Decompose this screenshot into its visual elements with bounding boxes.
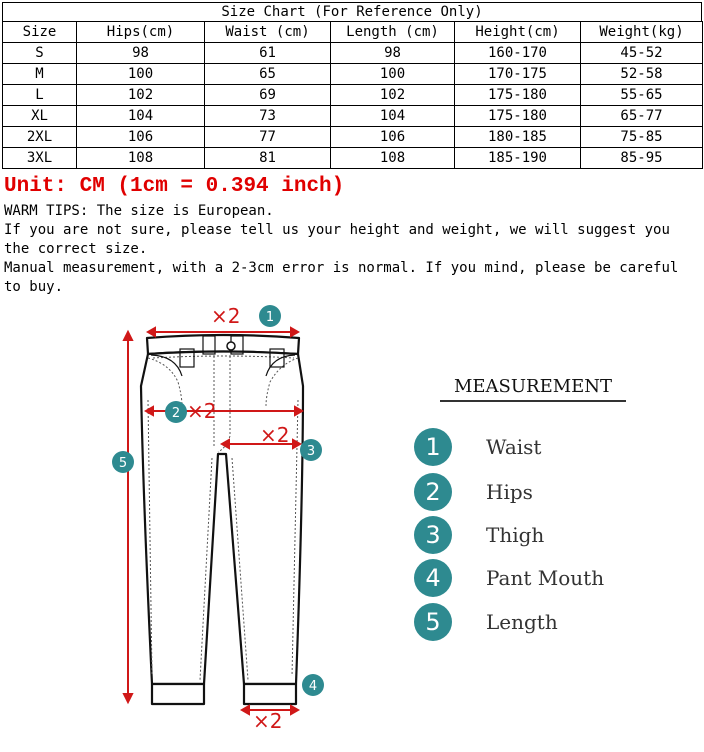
cell-size: 3XL xyxy=(3,148,77,169)
cell-height: 180-185 xyxy=(455,127,581,148)
cell-waist: 81 xyxy=(205,148,331,169)
size-chart-table xyxy=(2,21,703,169)
left-cuff xyxy=(152,684,204,704)
badge-3-icon: 3 xyxy=(414,516,452,554)
cell-height: 175-180 xyxy=(455,106,581,127)
waist-mark: ×2 xyxy=(211,304,241,328)
table-row xyxy=(3,43,703,64)
cell-length: 98 xyxy=(331,43,455,64)
cell-weight: 85-95 xyxy=(581,148,703,169)
cell-hips: 108 xyxy=(77,148,205,169)
cell-length: 108 xyxy=(331,148,455,169)
cell-size: L xyxy=(3,85,77,106)
pants-body xyxy=(141,352,303,685)
unit-note: Unit: CM (1cm = 0.394 inch) xyxy=(4,175,345,198)
cell-weight: 52-58 xyxy=(581,64,703,85)
measurement-label: Waist xyxy=(486,435,542,459)
cell-height: 170-175 xyxy=(455,64,581,85)
right-cuff xyxy=(244,684,296,704)
cell-hips: 104 xyxy=(77,106,205,127)
cell-waist: 65 xyxy=(205,64,331,85)
cell-height: 160-170 xyxy=(455,43,581,64)
measurement-item-thigh xyxy=(414,515,544,555)
tip-line: Manual measurement, with a 2-3cm error is normal. If you mind, please be careful to buy. xyxy=(4,260,679,295)
header-height: Height(cm) xyxy=(455,22,581,43)
cell-size: 2XL xyxy=(3,127,77,148)
mouth-mark: ×2 xyxy=(253,709,283,733)
measurement-item-pant-mouth xyxy=(414,558,604,598)
cell-hips: 100 xyxy=(77,64,205,85)
table-row xyxy=(3,106,703,127)
cell-length: 104 xyxy=(331,106,455,127)
cell-length: 100 xyxy=(331,64,455,85)
size-chart-title: Size Chart (For Reference Only) xyxy=(2,2,702,21)
cell-weight: 55-65 xyxy=(581,85,703,106)
badge-1-icon: 1 xyxy=(414,428,452,466)
cell-hips: 98 xyxy=(77,43,205,64)
measurement-label: Pant Mouth xyxy=(486,566,605,590)
cell-size: XL xyxy=(3,106,77,127)
measurement-item-hips xyxy=(414,472,533,512)
thigh-mark: ×2 xyxy=(260,423,290,447)
tip-line: WARM TIPS: The size is European. xyxy=(4,203,274,219)
cell-size: S xyxy=(3,43,77,64)
badge-2-icon: 2 xyxy=(414,473,452,511)
header-waist: Waist (cm) xyxy=(205,22,331,43)
hips-mark: ×2 xyxy=(187,399,217,423)
cell-height: 175-180 xyxy=(455,85,581,106)
badge-4-icon: 4 xyxy=(414,559,452,597)
cell-weight: 75-85 xyxy=(581,127,703,148)
header-size: Size xyxy=(3,22,77,43)
cell-length: 106 xyxy=(331,127,455,148)
cell-hips: 102 xyxy=(77,85,205,106)
table-row xyxy=(3,127,703,148)
cell-weight: 45-52 xyxy=(581,43,703,64)
cell-waist: 61 xyxy=(205,43,331,64)
measurement-label: Hips xyxy=(486,480,533,504)
table-header-row xyxy=(3,22,703,43)
table-row xyxy=(3,148,703,169)
measurement-title: MEASUREMENT xyxy=(440,376,626,402)
header-weight: Weight(kg) xyxy=(581,22,703,43)
cell-height: 185-190 xyxy=(455,148,581,169)
badge-2-label: 2 xyxy=(171,406,181,421)
cell-weight: 65-77 xyxy=(581,106,703,127)
cell-hips: 106 xyxy=(77,127,205,148)
cell-waist: 77 xyxy=(205,127,331,148)
measurement-item-waist xyxy=(414,427,541,467)
cell-size: M xyxy=(3,64,77,85)
badge-5-label: 5 xyxy=(118,456,128,471)
cell-waist: 69 xyxy=(205,85,331,106)
tips-block xyxy=(4,202,700,297)
measurement-label: Length xyxy=(486,610,558,634)
measurement-item-length xyxy=(414,602,558,642)
cell-length: 102 xyxy=(331,85,455,106)
table-row xyxy=(3,64,703,85)
badge-4-label: 4 xyxy=(308,679,318,694)
badge-3-label: 3 xyxy=(306,444,316,459)
badge-5-icon: 5 xyxy=(414,603,452,641)
header-hips: Hips(cm) xyxy=(77,22,205,43)
badge-1-label: 1 xyxy=(265,310,275,325)
measurement-label: Thigh xyxy=(486,523,545,547)
table-row xyxy=(3,85,703,106)
pants-diagram xyxy=(0,296,400,752)
tip-line: If you are not sure, please tell us your height and weight, we will suggest you the correct size. xyxy=(4,222,670,257)
cell-waist: 73 xyxy=(205,106,331,127)
header-length: Length (cm) xyxy=(331,22,455,43)
